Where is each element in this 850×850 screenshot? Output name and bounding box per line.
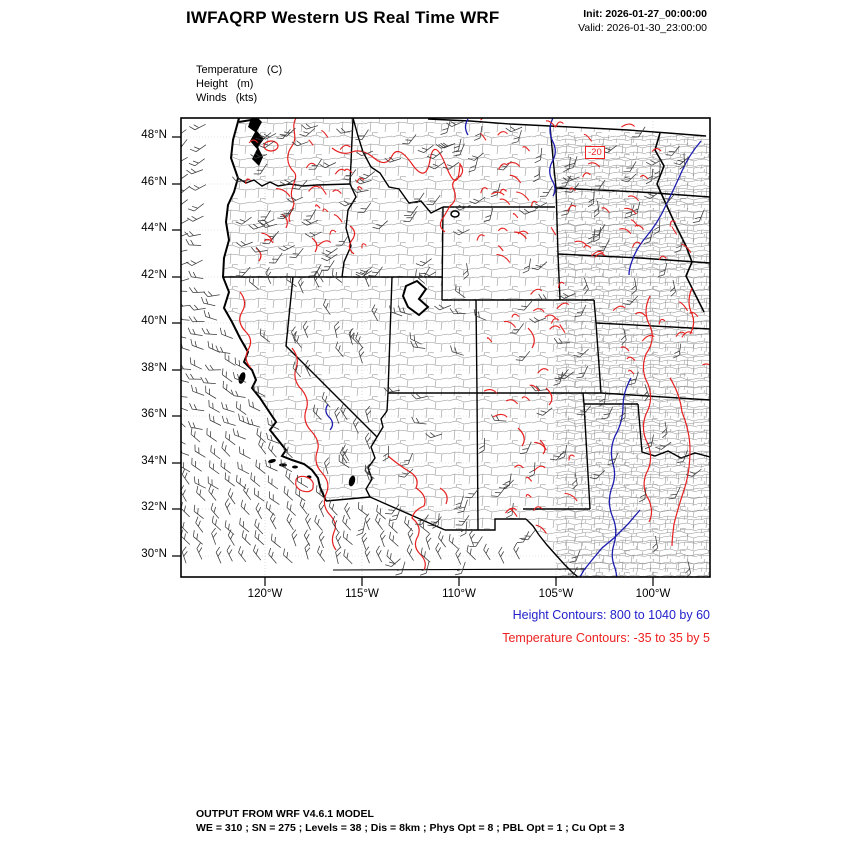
lat-label-38n: 38°N (141, 362, 167, 374)
lon-label-100w: 100°W (635, 588, 671, 600)
lat-label-48n: 48°N (141, 129, 167, 141)
lon-label-105w: 105°W (538, 588, 574, 600)
temperature-contour-value-label: -20 (585, 146, 605, 159)
lon-label-120w: 120°W (247, 588, 283, 600)
lat-label-46n: 46°N (141, 176, 167, 188)
lat-label-30n: 30°N (141, 548, 167, 560)
temperature-contour-legend: Temperature Contours: -35 to 35 by 5 (502, 631, 710, 645)
lat-label-40n: 40°N (141, 315, 167, 327)
field-temperature: Temperature (C) (196, 64, 283, 76)
lon-label-110w: 110°W (442, 588, 476, 600)
footer-model-version: OUTPUT FROM WRF V4.6.1 MODEL (196, 808, 374, 820)
valid-time: Valid: 2026-01-30_23:00:00 (578, 22, 707, 34)
lat-label-32n: 32°N (141, 501, 167, 513)
height-contour-legend: Height Contours: 800 to 1040 by 60 (512, 608, 710, 622)
channel-island-3 (292, 466, 298, 469)
yellowstone-lake (451, 211, 459, 217)
page-title: IWFAQRP Western US Real Time WRF (186, 8, 500, 27)
field-winds: Winds (kts) (196, 92, 258, 104)
lat-label-44n: 44°N (141, 222, 167, 234)
lat-label-36n: 36°N (141, 408, 167, 420)
lon-tick-marks (265, 577, 653, 586)
channel-island-2 (279, 463, 287, 466)
lat-label-34n: 34°N (141, 455, 167, 467)
lat-tick-marks (172, 137, 181, 556)
lon-label-115w: 115°W (345, 588, 379, 600)
footer-model-config: WE = 310 ; SN = 275 ; Levels = 38 ; Dis = 8km ; Phys Opt = 8 ; PBL Opt = 1 ; Cu Opt = 3 (196, 822, 625, 834)
plains-county-texture (556, 135, 710, 577)
field-height: Height (m) (196, 78, 254, 90)
lat-label-42n: 42°N (141, 269, 167, 281)
init-time: Init: 2026-01-27_00:00:00 (583, 8, 707, 20)
